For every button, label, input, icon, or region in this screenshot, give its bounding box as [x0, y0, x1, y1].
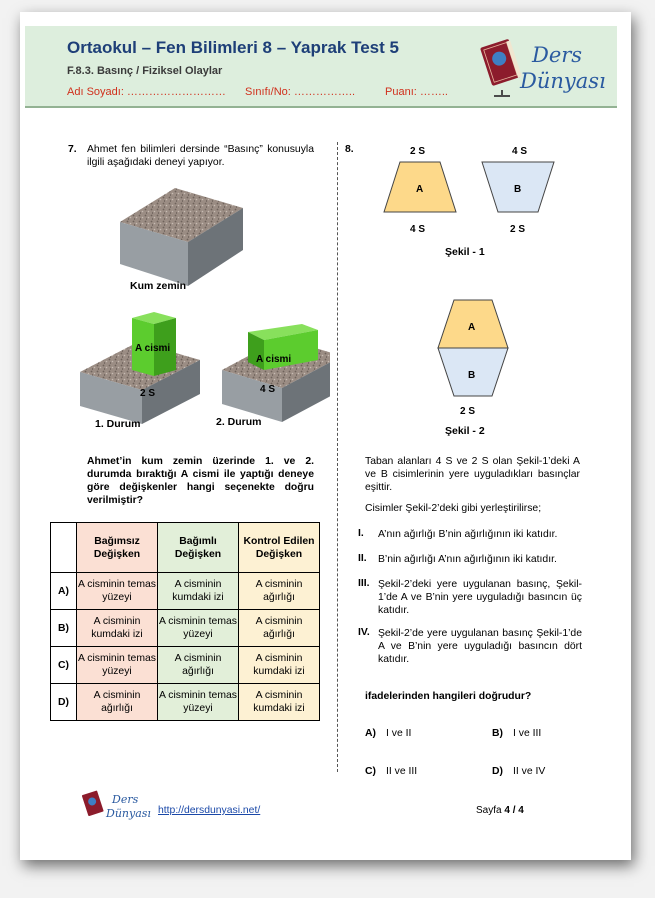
page-subtitle: F.8.3. Basınç / Fiziksel Olaylar [67, 65, 223, 77]
option-label: D) [51, 684, 77, 721]
score-field: Puanı: …….. [385, 86, 448, 98]
sand-label: Kum zemin [130, 280, 187, 292]
figure-2-label: Şekil - 2 [445, 425, 485, 437]
table-cell: A cisminin kumdaki izi [239, 684, 320, 721]
header-controlled: Kontrol Edilen Değişken [239, 523, 320, 573]
option-label: B) [51, 610, 77, 647]
table-cell: A cisminin kumdaki izi [239, 647, 320, 684]
shape-b-label: B [514, 184, 522, 195]
footer-link[interactable]: http://dersdunyasi.net/ [158, 805, 261, 816]
table-cell: A cisminin temas yüzeyi [77, 573, 158, 610]
state-2-box-label: A cismi [256, 354, 292, 365]
q8-question: ifadelerinden hangileri doğrudur? [365, 691, 532, 702]
table-cell: A cisminin kumdaki izi [158, 573, 239, 610]
shape-b-bottom-area: 2 S [510, 224, 526, 235]
statement-number: IV. [358, 627, 370, 638]
worksheet-page [20, 12, 631, 860]
option-label: A) [51, 573, 77, 610]
header-dependent: Bağımlı Değişken [158, 523, 239, 573]
statement-text: A’nın ağırlığı B’nin ağırlığının iki katıdır. [378, 529, 558, 540]
statement-text: B’nin ağırlığı A’nın ağırlığının iki katıdır. [378, 554, 557, 565]
footer-logo-word-1: Ders [112, 793, 139, 806]
page-title: Ortaokul – Fen Bilimleri 8 – Yaprak Test 5 [67, 38, 399, 57]
page-current: 4 [504, 805, 510, 816]
header-banner [25, 26, 617, 108]
state-1-area: 2 S [140, 388, 156, 399]
q8-stem-1: Taban alanları 4 S ve 2 S olan Şekil-1’deki A ve B cisimlerinin yere uyguladıkları basınçlar eşittir. [365, 456, 580, 493]
footer-logo [82, 788, 154, 822]
state-1-label: 1. Durum [95, 418, 141, 430]
page-prefix: Sayfa [476, 805, 502, 816]
column-divider [337, 142, 338, 772]
table-cell: A cisminin ağırlığı [158, 647, 239, 684]
option-c-letter[interactable]: C) [365, 766, 376, 777]
page-number [476, 805, 524, 816]
shape-b-top-area: 4 S [512, 146, 528, 157]
stack-bottom-area: 2 S [460, 406, 476, 417]
option-label: C) [51, 647, 77, 684]
state-1-block [80, 312, 200, 424]
option-d-letter[interactable]: D) [492, 766, 503, 777]
q7-experiment-figure [60, 184, 330, 434]
table-cell: A cisminin ağırlığı [77, 684, 158, 721]
q7-options-table [50, 522, 320, 721]
class-field: Sınıfı/No: …………….. [245, 86, 356, 98]
option-a-letter[interactable]: A) [365, 728, 376, 739]
q7-number: 7. [68, 144, 77, 155]
state-2-area: 4 S [260, 384, 276, 395]
q8-stem-2: Cisimler Şekil-2’deki gibi yerleştirilirse; [365, 503, 542, 514]
figure-1-label: Şekil - 1 [445, 246, 485, 258]
table-cell: A cisminin kumdaki izi [77, 610, 158, 647]
table-cell: A cisminin temas yüzeyi [77, 647, 158, 684]
statement-number: I. [358, 528, 364, 539]
state-2-block [222, 324, 330, 422]
q7-stem: Ahmet fen bilimleri dersinde “Basınç” konusuyla ilgili aşağıdaki deneyi yapıyor. [87, 144, 314, 168]
table-row[interactable] [51, 684, 320, 721]
footer-logo-word-2: Dünyası [106, 807, 151, 820]
logo-word-2: Dünyası [520, 69, 606, 93]
table-row[interactable] [51, 610, 320, 647]
ders-dunyasi-logo [480, 34, 615, 98]
table-corner [51, 523, 77, 573]
table-row[interactable] [51, 647, 320, 684]
statement-number: III. [358, 578, 370, 589]
statement-text: Şekil-2’de yere uygulanan basınç Şekil-1’de A ve B’nin yere uyguladığı basıncın dört katıdır. [378, 628, 582, 665]
statement-text: Şekil-2’deki yere uygulanan basınç, Şekil-1’de A ve B’nin yere uyguladığı basıncın üç katıdır. [378, 579, 582, 616]
sand-block [120, 188, 243, 286]
option-d-text[interactable]: II ve IV [513, 766, 546, 777]
state-2-label: 2. Durum [216, 416, 262, 428]
header-independent: Bağımsız Değişken [77, 523, 158, 573]
option-a-text[interactable]: I ve II [386, 728, 412, 739]
table-cell: A cisminin ağırlığı [239, 610, 320, 647]
option-b-letter[interactable]: B) [492, 728, 503, 739]
logo-word-1: Ders [532, 43, 583, 67]
table-row[interactable] [51, 573, 320, 610]
shape-a-label: A [416, 184, 424, 195]
table-cell: A cisminin temas yüzeyi [158, 610, 239, 647]
stack-a-label: A [468, 322, 476, 333]
option-c-text[interactable]: II ve III [386, 766, 418, 777]
statement-number: II. [358, 553, 367, 564]
table-cell: A cisminin ağırlığı [239, 573, 320, 610]
page-total: 4 [518, 805, 524, 816]
stack-b-label: B [468, 370, 476, 381]
page-sep: / [509, 805, 519, 816]
q8-shapes-figure [372, 142, 567, 437]
shape-a-top-area: 2 S [410, 146, 426, 157]
shape-a-bottom-area: 4 S [410, 224, 426, 235]
option-b-text[interactable]: I ve III [513, 728, 542, 739]
name-field: Adı Soyadı: ……………………… [67, 86, 226, 98]
state-1-box-label: A cismi [135, 343, 171, 354]
table-cell: A cisminin temas yüzeyi [158, 684, 239, 721]
q8-number: 8. [345, 144, 354, 155]
q7-question: Ahmet’in kum zemin üzerinde 1. ve 2. durumda bıraktığı A cismi ile yaptığı deneye göre değişkenler hangi seçenekte doğru verilmiştir? [87, 456, 314, 506]
